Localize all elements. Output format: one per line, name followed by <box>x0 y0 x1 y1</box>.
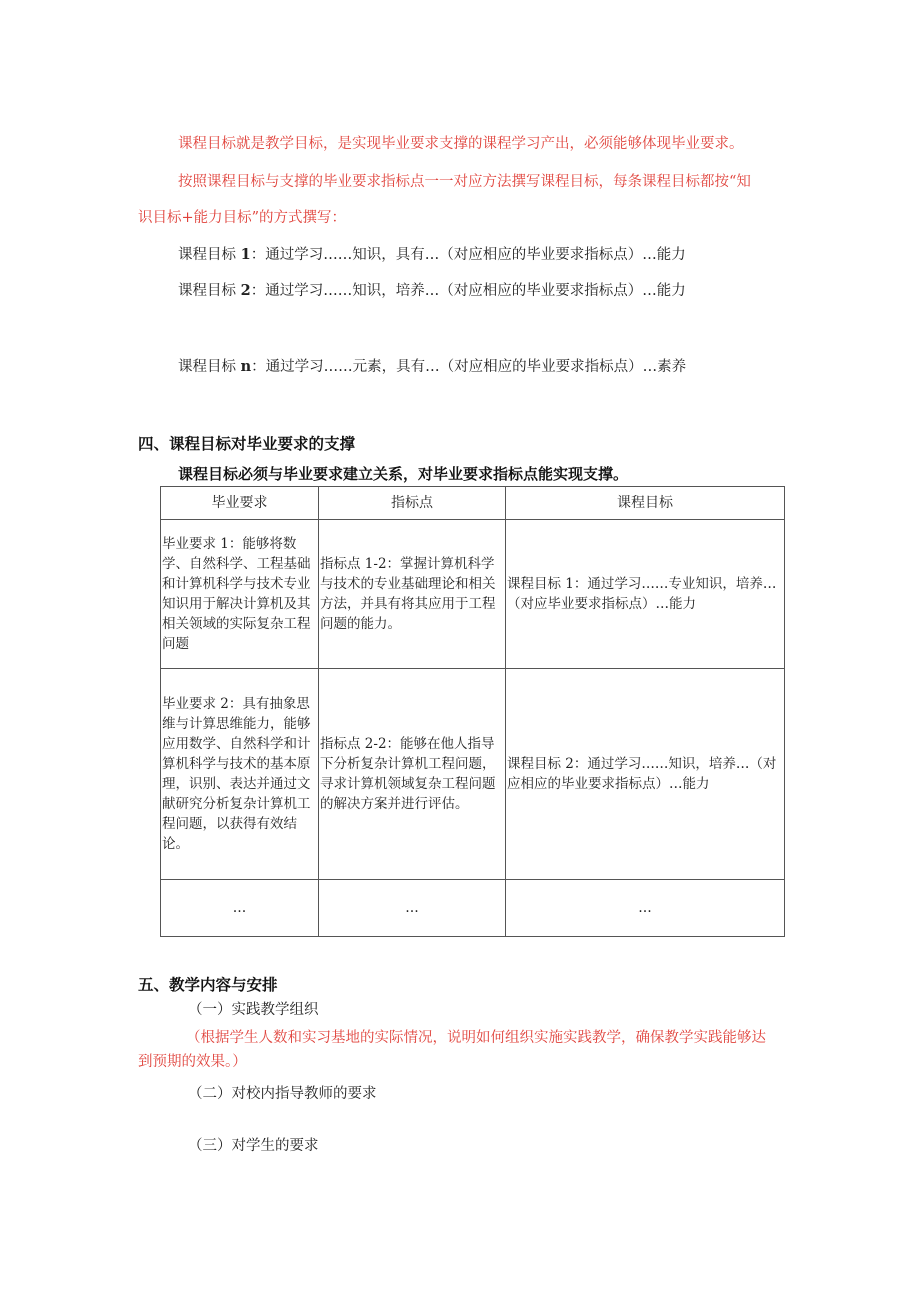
course-goal-number: n <box>240 358 252 375</box>
header-graduation-requirement: 毕业要求 <box>161 487 319 520</box>
ellipsis-cell: … <box>161 880 319 937</box>
intro-red-line-2a: 按照课程目标与支撑的毕业要求指标点一一对应方法撰写课程目标，每条课程目标都按“知 <box>178 174 751 190</box>
course-goal-text: ：通过学习……知识，培养…（对应相应的毕业要求指标点）…能力 <box>250 283 686 299</box>
course-goal-label: 课程目标 <box>178 247 241 263</box>
course-goal-number: 2 <box>240 282 251 299</box>
course-goal-label: 课程目标 <box>178 359 241 375</box>
table-row <box>161 669 785 880</box>
indicator-cell: 指标点 1-2：掌握计算机科学与技术的专业基础理论和相关方法，并具有将其应用于工程问题的能力。 <box>319 520 506 669</box>
support-table <box>160 486 785 937</box>
table-header-row <box>161 487 785 520</box>
section-5-title: 五、教学内容与安排 <box>138 976 278 994</box>
header-course-goal: 课程目标 <box>506 487 785 520</box>
table-row <box>161 520 785 669</box>
course-goal-text: ：通过学习……元素，具有…（对应相应的毕业要求指标点）…素养 <box>251 359 687 375</box>
ellipsis-cell: … <box>506 880 785 937</box>
header-indicator: 指标点 <box>319 487 506 520</box>
section-4-title: 四、课程目标对毕业要求的支撑 <box>138 435 356 453</box>
intro-red-line-2b: 识目标+能力目标”的方式撰写： <box>138 210 347 226</box>
course-goal-2-line <box>178 281 686 301</box>
ellipsis-cell: … <box>319 880 506 937</box>
course-goal-n-line <box>178 357 686 377</box>
indicator-cell: 指标点 2-2：能够在他人指导下分析复杂计算机工程问题，寻求计算机领域复杂工程问题的解决方案并进行评估。 <box>319 669 506 880</box>
requirement-cell: 毕业要求 2：具有抽象思维与计算思维能力，能够应用数学、自然科学和计算机科学与技术的基本原理，识别、表达并通过文献研究分析复杂计算机工程问题，以获得有效结论。 <box>161 669 319 880</box>
course-goal-text: ：通过学习……知识，具有…（对应相应的毕业要求指标点）…能力 <box>250 247 686 263</box>
table-caption: 课程目标必须与毕业要求建立关系，对毕业要求指标点能实现支撑。 <box>178 465 629 483</box>
course-goal-1-line <box>178 245 686 265</box>
red-note-line-2: 到预期的效果。） <box>138 1054 247 1070</box>
subsection-1: （一）实践教学组织 <box>188 1002 319 1018</box>
subsection-2: （二）对校内指导教师的要求 <box>188 1086 377 1102</box>
subsection-3: （三）对学生的要求 <box>188 1138 319 1154</box>
requirement-cell: 毕业要求 1：能够将数学、自然科学、工程基础和计算机科学与技术专业知识用于解决计算机及其相关领域的实际复杂工程问题 <box>161 520 319 669</box>
intro-red-line-1: 课程目标就是教学目标，是实现毕业要求支撑的课程学习产出，必须能够体现毕业要求。 <box>178 136 744 152</box>
course-goal-label: 课程目标 <box>178 283 241 299</box>
table-row <box>161 880 785 937</box>
course-goal-number: 1 <box>240 246 251 263</box>
red-note-line-1: （根据学生人数和实习基地的实际情况，说明如何组织实施实践教学，确保教学实践能够达 <box>186 1030 766 1046</box>
course-goal-cell: 课程目标 1：通过学习……专业知识，培养…（对应毕业要求指标点）…能力 <box>506 520 785 669</box>
course-goal-cell: 课程目标 2：通过学习……知识，培养…（对应相应的毕业要求指标点）…能力 <box>506 669 785 880</box>
